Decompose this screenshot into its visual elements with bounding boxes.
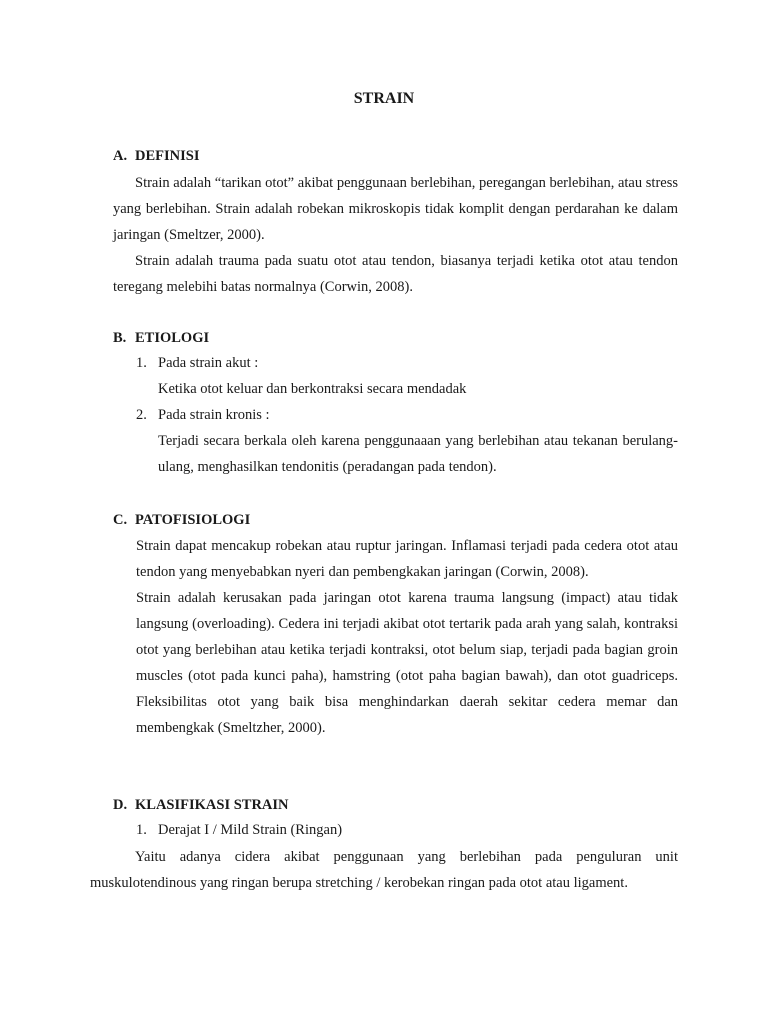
etiologi-item-1-number: 1. — [136, 355, 147, 371]
patofisiologi-paragraph-2: Strain adalah kerusakan pada jaringan otot karena trauma langsung (impact) atau tidak langsung (overloading). Cedera ini terjadi akibat otot tertarik pada arah yang salah, kontraksi otot yang berlebihan atau ketika terjadi kontraksi, otot belum siap, terjadi pada bagian groin muscles (otot pada kunci paha), hamstring (otot paha bagian bawah), dan otot guadriceps. Fleksibilitas otot yang baik bisa menghindarkan daerah sekitar cedera memar dan membengkak (Smeltzher, 2000). — [136, 590, 678, 736]
klasifikasi-item-1 — [136, 822, 342, 839]
document-title: STRAIN — [353, 90, 415, 107]
klasifikasi-paragraph-1: Yaitu adanya cidera akibat penggunaan yang berlebihan pada penguluran unit muskulotendinous yang ringan berupa stretching / kerobekan ringan pada otot atau ligament. — [90, 849, 678, 891]
etiologi-item-2-label: Pada strain kronis : — [158, 407, 270, 423]
etiologi-item-1 — [136, 355, 258, 372]
section-b-letter: B. — [113, 330, 127, 346]
etiologi-item-2 — [136, 407, 270, 424]
definisi-paragraph-1: Strain adalah “tarikan otot” akibat penggunaan berlebihan, peregangan berlebihan, atau stress yang berlebihan. Strain adalah robekan mikroskopis tidak komplit dengan perdarahan ke dalam jaringan (Smeltzer, 2000). — [113, 175, 678, 243]
section-a-heading — [113, 148, 199, 165]
section-d-title: KLASIFIKASI STRAIN — [135, 797, 289, 813]
klasifikasi-item-1-number: 1. — [136, 822, 147, 838]
etiologi-item-2-text: Terjadi secara berkala oleh karena penggunaaan yang berlebihan atau tekanan berulang-ulang, menghasilkan tendonitis (peradangan pada tendon). — [158, 433, 678, 475]
etiologi-item-1-text: Ketika otot keluar dan berkontraksi secara mendadak — [158, 381, 467, 397]
section-d-heading — [113, 797, 289, 814]
section-b-title: ETIOLOGI — [135, 330, 210, 346]
etiologi-item-1-label: Pada strain akut : — [158, 355, 259, 371]
patofisiologi-paragraph-1: Strain dapat mencakup robekan atau ruptur jaringan. Inflamasi terjadi pada cedera otot atau tendon yang menyebabkan nyeri dan pembengkakan jaringan (Corwin, 2008). — [136, 538, 678, 580]
definisi-paragraph-2: Strain adalah trauma pada suatu otot atau tendon, biasanya terjadi ketika otot atau tendon teregang melebihi batas normalnya (Corwin, 2008). — [113, 253, 678, 295]
etiologi-item-2-number: 2. — [136, 407, 147, 423]
section-c-title: PATOFISIOLOGI — [135, 512, 251, 528]
section-c-heading — [113, 512, 250, 529]
section-a-title: DEFINISI — [135, 148, 200, 164]
section-c-letter: C. — [113, 512, 128, 528]
section-a-letter: A. — [113, 148, 128, 164]
klasifikasi-item-1-label: Derajat I / Mild Strain (Ringan) — [158, 822, 343, 838]
section-d-letter: D. — [113, 797, 128, 813]
section-b-heading — [113, 330, 209, 347]
